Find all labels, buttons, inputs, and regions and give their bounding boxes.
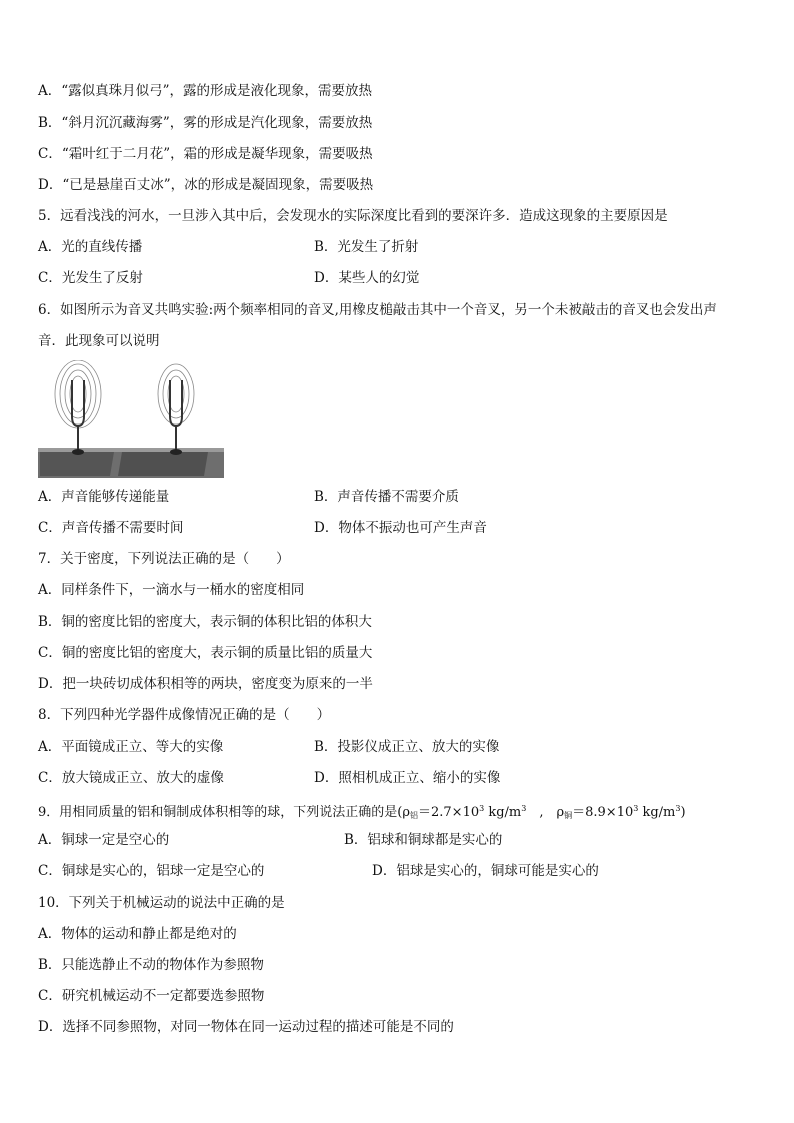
q9-option-a: A．铜球一定是空心的 bbox=[38, 832, 170, 848]
q7-option-d: D．把一块砖切成体积相等的两块，密度变为原来的一半 bbox=[38, 676, 373, 692]
q10-option-a: A．物体的运动和静止都是绝对的 bbox=[38, 926, 237, 942]
q8-option-b: B．投影仪成正立、放大的实像 bbox=[314, 739, 500, 755]
q4-option-a: A．“露似真珠月似弓”，露的形成是液化现象，需要放热 bbox=[38, 83, 373, 99]
q5-option-a: A．光的直线传播 bbox=[38, 239, 143, 255]
q4-option-d: D．“已是悬崖百丈冰”，冰的形成是凝固现象，需要吸热 bbox=[38, 177, 374, 193]
q9-option-b: B．铝球和铜球都是实心的 bbox=[344, 832, 503, 848]
q10-option-c: C．研究机械运动不一定都要选参照物 bbox=[38, 988, 265, 1004]
q9-cu-subscript: 铜 bbox=[564, 811, 573, 820]
q7-option-b: B．铜的密度比铝的密度大，表示铜的体积比铝的体积大 bbox=[38, 614, 372, 630]
q9-rho-al-value: ＝2.7×10 bbox=[418, 805, 480, 820]
q9-rho-cu-value: ＝8.9×10 bbox=[572, 805, 634, 820]
q7-option-a: A．同样条件下，一滴水与一桶水的密度相同 bbox=[38, 582, 305, 598]
q4-option-b: B．“斜月沉沉藏海雾”，雾的形成是汽化现象，需要放热 bbox=[38, 115, 373, 131]
q10-option-d: D．选择不同参照物，对同一物体在同一运动过程的描述可能是不同的 bbox=[38, 1019, 454, 1035]
q5-stem: 5．远看浅浅的河水，一旦涉入其中后，会发现水的实际深度比看到的要深许多．造成这现象的主要原因是 bbox=[38, 208, 668, 224]
q7-option-c: C．铜的密度比铝的密度大，表示铜的质量比铝的质量大 bbox=[38, 645, 373, 661]
q9-unit-2: kg/m bbox=[638, 805, 676, 820]
q9-unit-1: kg/m bbox=[484, 805, 522, 820]
q9-close: ) bbox=[680, 805, 686, 820]
q9-separator: , ρ bbox=[526, 805, 565, 820]
q9-rho-al-open: (ρ bbox=[397, 805, 410, 820]
q8-option-a: A．平面镜成正立、等大的实像 bbox=[38, 739, 224, 755]
q5-option-d: D．某些人的幻觉 bbox=[314, 270, 420, 286]
q9-exp-4: 3 bbox=[675, 804, 681, 813]
right-tuning-fork-icon bbox=[170, 380, 182, 450]
q8-option-c: C．放大镜成正立、放大的虚像 bbox=[38, 770, 224, 786]
q5-option-c: C．光发生了反射 bbox=[38, 270, 143, 286]
q4-option-c: C．“霜叶红于二月花”，霜的形成是凝华现象，需要吸热 bbox=[38, 146, 373, 162]
q9-al-subscript: 铝 bbox=[410, 811, 418, 820]
q6-option-d: D．物体不振动也可产生声音 bbox=[314, 520, 487, 536]
q6-option-b: B．声音传播不需要介质 bbox=[314, 489, 459, 505]
q10-option-b: B．只能选静止不动的物体作为参照物 bbox=[38, 957, 264, 973]
q9-exp-1: 3 bbox=[479, 804, 485, 813]
q5-option-b: B．光发生了折射 bbox=[314, 239, 419, 255]
q6-stem-line1: 6．如图所示为音叉共鸣实验:两个频率相同的音叉,用橡皮槌敲击其中一个音叉，另一个未被敲击的音叉也会发出声 bbox=[38, 302, 717, 318]
q9-exp-3: 3 bbox=[633, 804, 639, 813]
q8-option-d: D．照相机成正立、缩小的实像 bbox=[314, 770, 501, 786]
q6-option-a: A．声音能够传递能量 bbox=[38, 489, 170, 505]
q9-stem: 9．用相同质量的铝和铜制成体积相等的球，下列说法正确的是 bbox=[38, 805, 398, 820]
q9-exp-2: 3 bbox=[521, 804, 527, 813]
left-tuning-fork-icon bbox=[72, 380, 84, 450]
q10-stem: 10．下列关于机械运动的说法中正确的是 bbox=[38, 895, 285, 911]
q9-option-c: C．铜球是实心的，铝球一定是空心的 bbox=[38, 863, 265, 879]
q6-stem-line2: 音．此现象可以说明 bbox=[38, 333, 160, 349]
q9-option-d: D．铝球是实心的，铜球可能是实心的 bbox=[372, 863, 599, 879]
q9-stem-line bbox=[38, 799, 686, 826]
q7-stem: 7．关于密度，下列说法正确的是（ ） bbox=[38, 551, 290, 567]
tuning-fork-figure bbox=[38, 360, 224, 478]
q6-option-c: C．声音传播不需要时间 bbox=[38, 520, 184, 536]
q8-stem: 8．下列四种光学器件成像情况正确的是（ ） bbox=[38, 707, 331, 723]
